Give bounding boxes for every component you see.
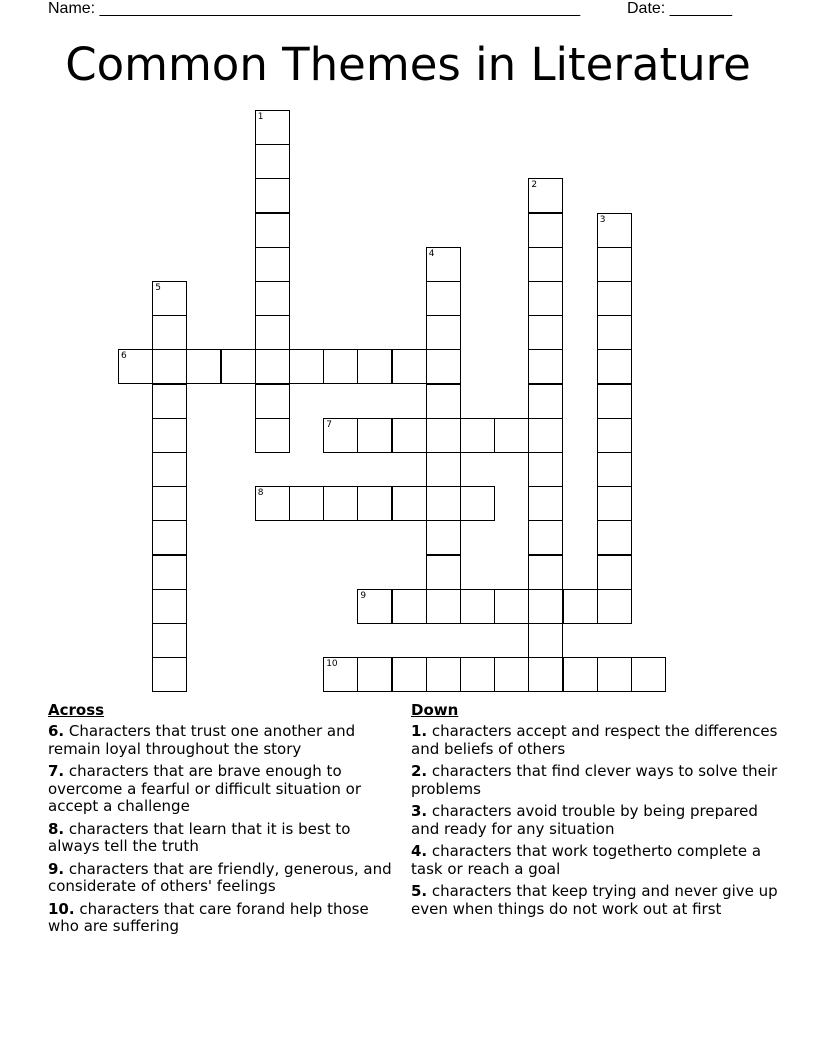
crossword-cell-10[interactable] xyxy=(323,657,358,692)
crossword-cell[interactable] xyxy=(426,452,461,487)
clue-number: 9 xyxy=(360,590,367,601)
clue-across-10: 10. characters that care forand help those who are suffering xyxy=(48,899,369,935)
crossword-cell[interactable] xyxy=(426,589,461,624)
crossword-cell[interactable] xyxy=(528,281,563,316)
clue-across-6: 6. Characters that trust one another and remain loyal throughout the story xyxy=(48,722,356,758)
clue-number: 10 xyxy=(326,659,338,670)
crossword-cell[interactable] xyxy=(289,486,324,521)
crossword-cell[interactable] xyxy=(255,418,290,453)
clue-down-4: 4. characters that work togetherto complete a task or reach a goal xyxy=(411,842,762,878)
clue-number: 3 xyxy=(599,214,606,225)
crossword-cell[interactable] xyxy=(426,657,461,692)
clue-number: 1 xyxy=(257,112,264,122)
crossword-cell[interactable] xyxy=(597,520,632,555)
crossword-cell[interactable] xyxy=(460,418,495,453)
clue-across-7: 7. characters that are brave enough to overcome a fearful or difficult situation or accept a challenge xyxy=(48,762,361,815)
crossword-cell[interactable] xyxy=(357,418,392,453)
crossword-cell-4[interactable] xyxy=(426,247,461,282)
clue-number: 6 xyxy=(121,351,127,362)
crossword-cell[interactable] xyxy=(392,486,427,521)
crossword-cell[interactable] xyxy=(392,418,427,453)
crossword-cell[interactable] xyxy=(221,349,256,384)
crossword-cell[interactable] xyxy=(597,384,632,419)
crossword-cell[interactable] xyxy=(460,486,495,521)
down-heading: Down xyxy=(411,701,459,719)
crossword-cell-9[interactable] xyxy=(357,589,392,624)
clue-number: 5 xyxy=(155,283,161,293)
crossword-cell[interactable] xyxy=(426,520,461,555)
crossword-cell[interactable] xyxy=(528,623,563,658)
name-field-label: Name: ______________________________________________________ xyxy=(48,0,581,17)
crossword-cell[interactable] xyxy=(528,315,563,350)
crossword-cell[interactable] xyxy=(494,589,529,624)
crossword-cell-5[interactable] xyxy=(152,281,187,316)
crossword-cell[interactable] xyxy=(152,589,187,624)
clue-down-5: 5. characters that keep trying and never give up even when things do not work out at first xyxy=(411,882,778,918)
crossword-cell[interactable] xyxy=(426,555,461,590)
clue-number: 7 xyxy=(326,419,332,430)
crossword-cell[interactable] xyxy=(357,657,392,692)
crossword-cell[interactable] xyxy=(597,555,632,590)
crossword-cell[interactable] xyxy=(426,384,461,419)
crossword-cell[interactable] xyxy=(152,349,187,384)
crossword-cell-7[interactable] xyxy=(323,418,358,453)
across-clues xyxy=(48,701,400,941)
crossword-cell[interactable] xyxy=(255,349,290,384)
clue-number: 8 xyxy=(257,488,264,499)
crossword-cell[interactable] xyxy=(426,281,461,316)
crossword-cell[interactable] xyxy=(597,349,632,384)
crossword-cell[interactable] xyxy=(255,247,290,282)
clue-down-3: 3. characters avoid trouble by being prepared and ready for any situation xyxy=(411,802,758,838)
crossword-cell[interactable] xyxy=(528,247,563,282)
crossword-cell[interactable] xyxy=(597,418,632,453)
crossword-cell[interactable] xyxy=(528,555,563,590)
crossword-cell[interactable] xyxy=(152,418,187,453)
crossword-cell[interactable] xyxy=(597,589,632,624)
clue-number: 4 xyxy=(428,248,435,259)
crossword-cell[interactable] xyxy=(528,213,563,248)
crossword-cell[interactable] xyxy=(563,657,598,692)
crossword-cell[interactable] xyxy=(426,349,461,384)
crossword-cell-3[interactable] xyxy=(597,213,632,248)
crossword-cell[interactable] xyxy=(494,418,529,453)
crossword-cell[interactable] xyxy=(597,657,632,692)
crossword-cell[interactable] xyxy=(152,384,187,419)
date-field-label: Date: _______ xyxy=(627,0,732,17)
crossword-cell[interactable] xyxy=(392,349,427,384)
crossword-cell[interactable] xyxy=(255,384,290,419)
crossword-cell[interactable] xyxy=(528,452,563,487)
crossword-cell[interactable] xyxy=(528,418,563,453)
crossword-cell[interactable] xyxy=(357,349,392,384)
crossword-cell[interactable] xyxy=(528,657,563,692)
crossword-cell[interactable] xyxy=(597,452,632,487)
crossword-cell[interactable] xyxy=(426,418,461,453)
down-clues xyxy=(411,701,781,923)
crossword-cell[interactable] xyxy=(186,349,221,384)
crossword-cell[interactable] xyxy=(460,589,495,624)
crossword-cell[interactable] xyxy=(528,486,563,521)
crossword-cell[interactable] xyxy=(563,589,598,624)
clue-across-8: 8. characters that learn that it is best to always tell the truth xyxy=(48,819,351,855)
across-heading: Across xyxy=(48,701,105,719)
crossword-cell-6[interactable] xyxy=(118,349,153,384)
crossword-cell[interactable] xyxy=(255,178,290,213)
crossword-cell[interactable] xyxy=(426,315,461,350)
page-title: Common Themes in Literature xyxy=(65,38,751,91)
clue-down-1: 1. characters accept and respect the differences and beliefs of others xyxy=(411,722,778,758)
crossword-cell[interactable] xyxy=(528,589,563,624)
crossword-cell[interactable] xyxy=(392,589,427,624)
clue-down-2: 2. characters that find clever ways to solve their problems xyxy=(411,762,778,798)
crossword-cell[interactable] xyxy=(528,384,563,419)
clue-across-9: 9. characters that are friendly, generous, and considerate of others' feelings xyxy=(48,859,392,895)
crossword-cell[interactable] xyxy=(152,486,187,521)
crossword-cell[interactable] xyxy=(631,657,666,692)
crossword-cell[interactable] xyxy=(255,315,290,350)
crossword-cell[interactable] xyxy=(597,247,632,282)
crossword-cell[interactable] xyxy=(152,555,187,590)
crossword-cell[interactable] xyxy=(528,349,563,384)
crossword-cell[interactable] xyxy=(597,281,632,316)
crossword-cell[interactable] xyxy=(152,452,187,487)
crossword-cell[interactable] xyxy=(597,315,632,350)
crossword-cell[interactable] xyxy=(528,520,563,555)
crossword-cell-8[interactable] xyxy=(255,486,290,521)
crossword-cell[interactable] xyxy=(152,657,187,692)
crossword-cell[interactable] xyxy=(460,657,495,692)
crossword-cell-1[interactable] xyxy=(255,110,290,145)
crossword-cell[interactable] xyxy=(357,486,392,521)
crossword-cell[interactable] xyxy=(323,349,358,384)
crossword-cell[interactable] xyxy=(255,281,290,316)
crossword-cell[interactable] xyxy=(255,213,290,248)
crossword-cell-2[interactable] xyxy=(528,178,563,213)
crossword-cell[interactable] xyxy=(597,486,632,521)
crossword-cell[interactable] xyxy=(392,657,427,692)
clue-number: 2 xyxy=(531,180,538,191)
crossword-cell[interactable] xyxy=(289,349,324,384)
crossword-cell[interactable] xyxy=(152,315,187,350)
crossword-cell[interactable] xyxy=(494,657,529,692)
crossword-cell[interactable] xyxy=(323,486,358,521)
crossword-cell[interactable] xyxy=(152,520,187,555)
crossword-cell[interactable] xyxy=(426,486,461,521)
crossword-cell[interactable] xyxy=(255,144,290,179)
crossword-cell[interactable] xyxy=(152,623,187,658)
